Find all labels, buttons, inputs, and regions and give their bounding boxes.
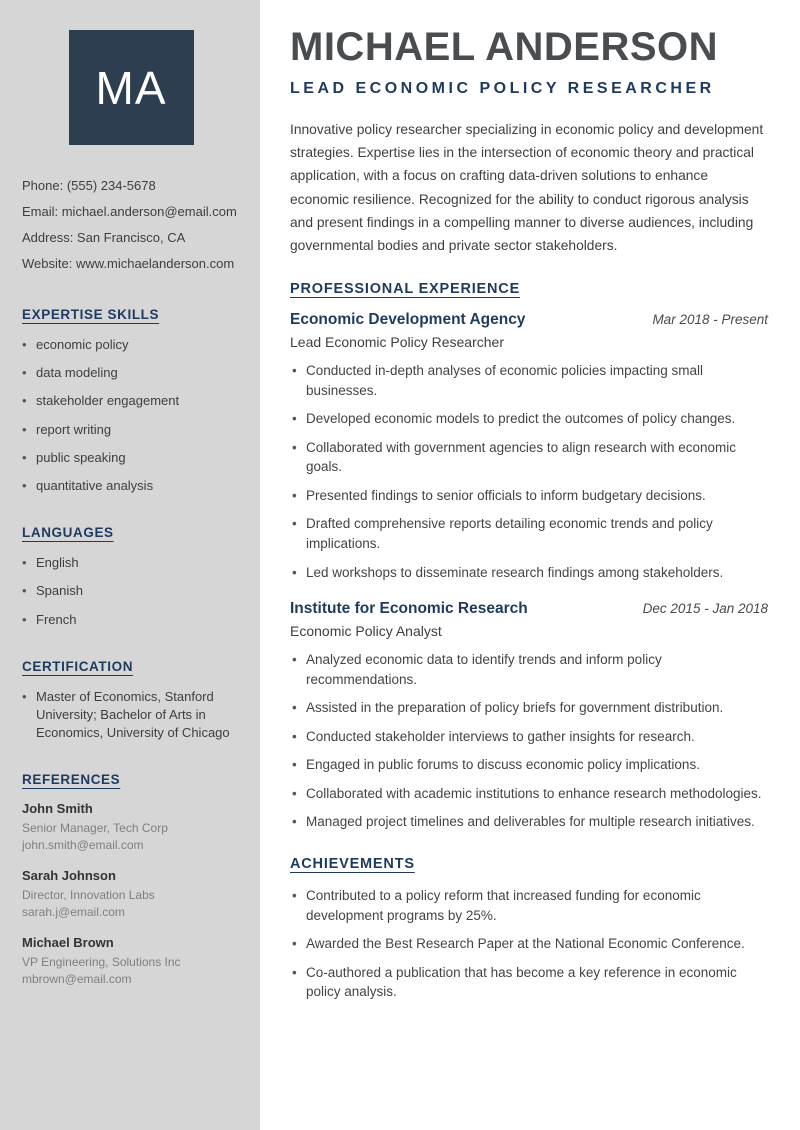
language-item: • French: [22, 611, 240, 629]
reference-entry: [22, 801, 240, 854]
company-name: Institute for Economic Research: [290, 600, 528, 618]
skill-item: • public speaking: [22, 449, 240, 467]
job-dates: Mar 2018 - Present: [652, 312, 768, 328]
achievement-item: • Awarded the Best Research Paper at the National Economic Conference.: [290, 934, 768, 954]
achievement-item: • Contributed to a policy reform that increased funding for economic development programs by 25%.: [290, 886, 768, 925]
experience-bullet: • Conducted in-depth analyses of economic policies impacting small businesses.: [290, 361, 768, 400]
experience-entry: [290, 600, 768, 832]
certification-item: • Master of Economics, Stanford University; Bachelor of Arts in Economics, University of Chicago: [22, 688, 240, 743]
reference-name: Michael Brown: [22, 935, 114, 951]
job-title: LEAD ECONOMIC POLICY RESEARCHER: [290, 80, 715, 97]
contact-website: Website: www.michaelanderson.com: [22, 256, 235, 271]
contact-info: [22, 173, 240, 277]
experience-bullet: • Drafted comprehensive reports detailing economic trends and policy implications.: [290, 514, 768, 553]
skill-item: • report writing: [22, 421, 240, 439]
job-role: Lead Economic Policy Researcher: [290, 334, 504, 351]
company-name: Economic Development Agency: [290, 311, 526, 329]
reference-email: sarah.j@email.com: [22, 905, 125, 920]
experience-bullet: • Developed economic models to predict the outcomes of policy changes.: [290, 409, 768, 429]
contact-email: Email: michael.anderson@email.com: [22, 204, 237, 219]
job-bullets: [290, 361, 768, 582]
contact-phone: Phone: (555) 234-5678: [22, 178, 156, 193]
references-heading: REFERENCES: [22, 772, 121, 788]
reference-entry: [22, 868, 240, 921]
experience-bullet: • Conducted stakeholder interviews to gather insights for research.: [290, 727, 768, 747]
job-header: [290, 311, 768, 329]
sidebar: [0, 0, 260, 1130]
main-content: [260, 0, 800, 1130]
job-dates: Dec 2015 - Jan 2018: [642, 601, 768, 617]
references-section: [22, 772, 240, 988]
reference-title: Director, Innovation Labs: [22, 888, 155, 903]
certification-section: [22, 659, 240, 743]
job-bullets: [290, 650, 768, 832]
reference-email: mbrown@email.com: [22, 972, 132, 987]
achievement-item: • Co-authored a publication that has become a key reference in economic policy analysis.: [290, 963, 768, 1002]
experience-entry: [290, 311, 768, 582]
experience-bullet: • Assisted in the preparation of policy briefs for government distribution.: [290, 698, 768, 718]
language-item: • English: [22, 554, 240, 572]
experience-bullet: • Led workshops to disseminate research findings among stakeholders.: [290, 563, 768, 583]
achievements-list: [290, 886, 768, 1002]
professional-summary: Innovative policy researcher specializing in economic policy and development strategies. Expertise lies in the intersection of economic theory and practical application, with a focus on crafting data-driven solutions to enhance economic resilience. Recognized for the ability to conduct rigorous analysis and present findings in a compelling manner to diverse audiences, including governmental bodies and private sector stakeholders.: [290, 122, 764, 253]
experience-bullet: • Analyzed economic data to identify trends and inform policy recommendations.: [290, 650, 768, 689]
reference-title: VP Engineering, Solutions Inc: [22, 955, 181, 970]
experience-bullet: • Managed project timelines and deliverables for multiple research initiatives.: [290, 812, 768, 832]
reference-name: John Smith: [22, 801, 93, 817]
languages-section: [22, 525, 240, 629]
contact-address: Address: San Francisco, CA: [22, 230, 186, 245]
skill-item: • economic policy: [22, 336, 240, 354]
experience-bullet: • Presented findings to senior officials to inform budgetary decisions.: [290, 486, 768, 506]
page-title: MICHAEL ANDERSON: [290, 25, 719, 69]
certification-heading: CERTIFICATION: [22, 658, 134, 674]
languages-list: [22, 554, 240, 629]
job-role: Economic Policy Analyst: [290, 623, 442, 640]
avatar: [69, 30, 194, 145]
reference-name: Sarah Johnson: [22, 868, 116, 884]
monogram: MA: [95, 61, 167, 114]
reference-title: Senior Manager, Tech Corp: [22, 821, 168, 836]
experience-bullet: • Collaborated with academic institutions to enhance research methodologies.: [290, 784, 768, 804]
certification-list: [22, 688, 240, 743]
language-item: • Spanish: [22, 582, 240, 600]
experience-bullet: • Collaborated with government agencies to align research with economic goals.: [290, 438, 768, 477]
skills-heading: EXPERTISE SKILLS: [22, 307, 160, 322]
achievements-heading: ACHIEVEMENTS: [290, 856, 415, 873]
experience-heading: PROFESSIONAL EXPERIENCE: [290, 281, 521, 298]
languages-heading: LANGUAGES: [22, 525, 114, 541]
experience-bullet: • Engaged in public forums to discuss economic policy implications.: [290, 755, 768, 775]
skill-item: • stakeholder engagement: [22, 392, 240, 410]
skills-section: [22, 307, 240, 495]
skill-item: • quantitative analysis: [22, 477, 240, 495]
reference-email: john.smith@email.com: [22, 838, 144, 853]
job-header: [290, 600, 768, 618]
skills-list: [22, 336, 240, 495]
reference-entry: [22, 935, 240, 988]
skill-item: • data modeling: [22, 364, 240, 382]
